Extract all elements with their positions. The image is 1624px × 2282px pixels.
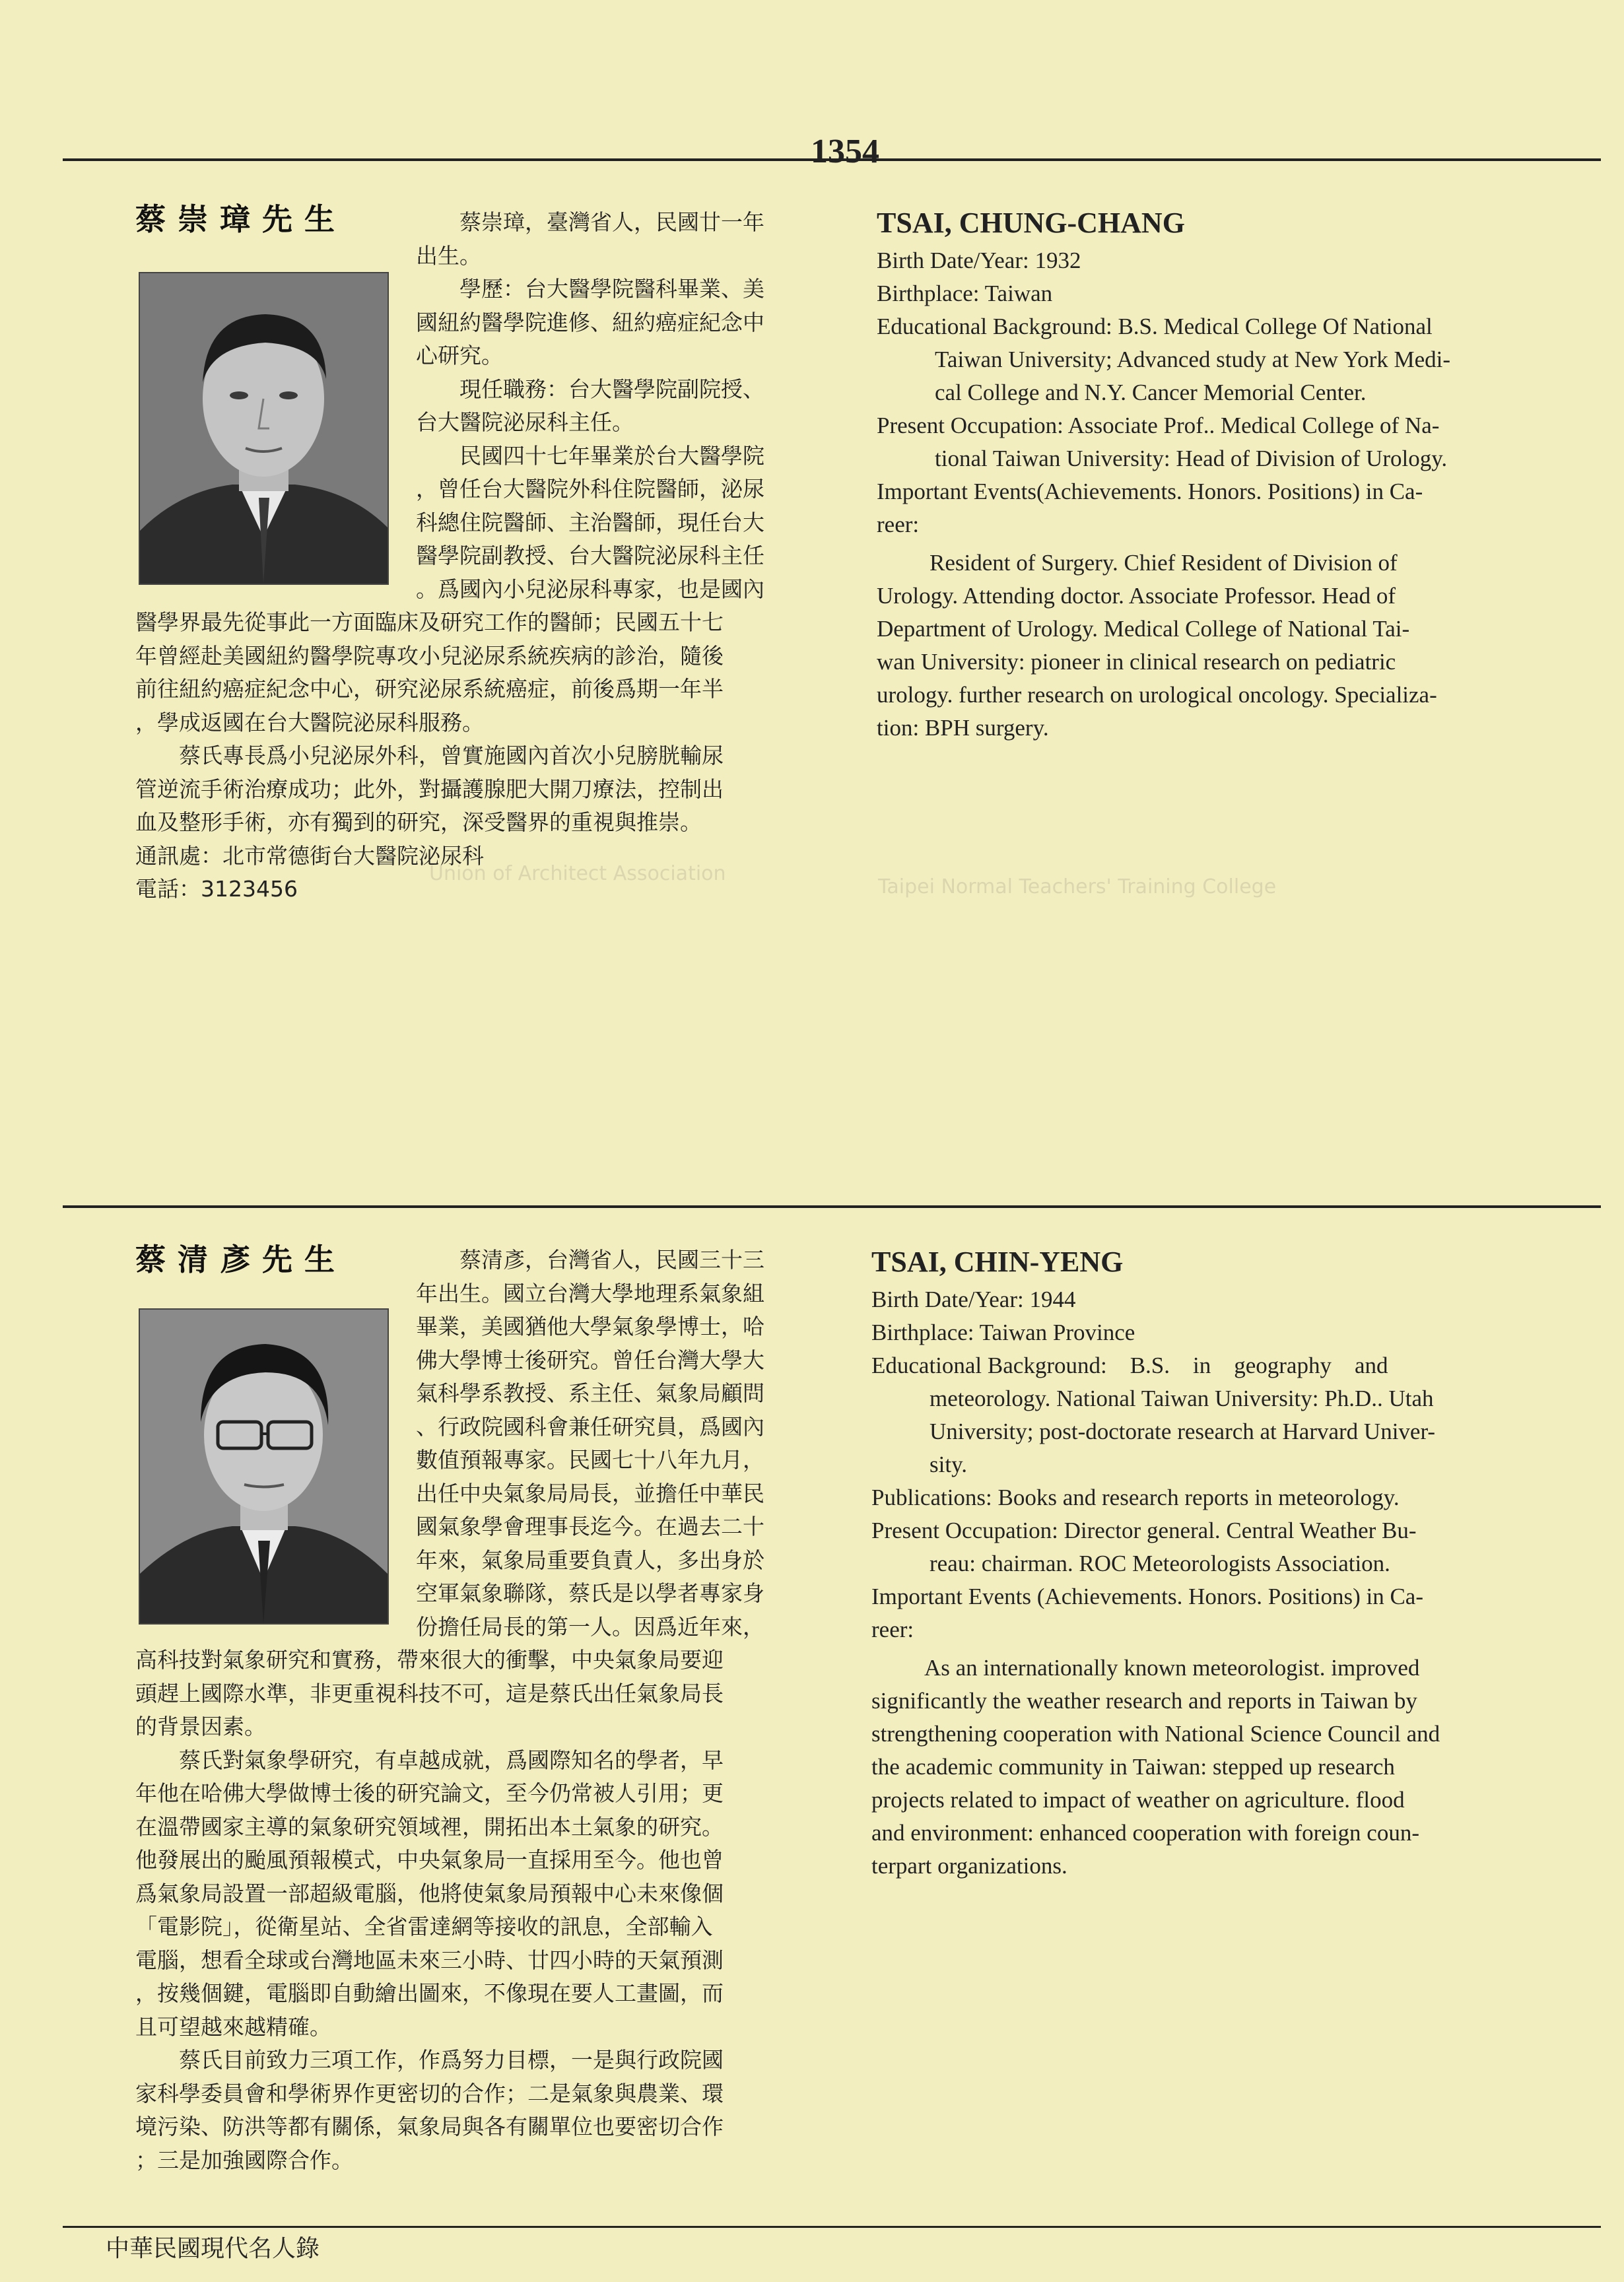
entry-name-chinese: 蔡崇璋先生 [135, 201, 347, 237]
bio-line: 蔡氏對氣象學研究，有卓越成就，爲國際知名的學者，早 [179, 1747, 724, 1773]
bio-line: significantly the weather research and reports in Taiwan by [871, 1688, 1417, 1714]
bio-line: tion: BPH surgery. [877, 715, 1049, 741]
education-en [877, 310, 1557, 409]
bio-line: 高科技對氣象研究和實務，帶來很大的衝擊，中央氣象局要迎 [135, 1647, 724, 1673]
bio-line: Educational Background: B.S. Medical College Of National [877, 314, 1433, 339]
bio-line: Department of Urology. Medical College of National Tai- [877, 616, 1410, 642]
bio-line: Taiwan University; Advanced study at New York Medi- [935, 347, 1451, 372]
bio-line: 「電影院」，從衛星站、全省雷達網等接收的訊息，全部輸入 [135, 1914, 713, 1939]
bio-line: the academic community in Taiwan: stepped up research [871, 1754, 1395, 1780]
portrait-image [140, 273, 388, 584]
events-heading-en [877, 475, 1557, 541]
page-number: 1354 [811, 133, 879, 170]
events-body-en [871, 1652, 1545, 1883]
bio-line: 國氣象學會理事長迄今。在過去二十 [416, 1514, 764, 1539]
bio-line: sity. [930, 1452, 968, 1477]
bio-line: reer: [877, 512, 920, 537]
occupation-en [877, 409, 1557, 475]
bottom-rule [63, 2226, 1601, 2228]
bio-line: ，按幾個鍵，電腦即自動繪出圖來，不像現在要人工畫圖，而 [135, 1980, 724, 2006]
bio-line: 電腦，想看全球或台灣地區未來三小時、廿四小時的天氣預測 [135, 1947, 724, 1973]
bio-line: 年出生。國立台灣大學地理系氣象組 [416, 1280, 764, 1306]
bio-english [871, 1244, 1545, 1883]
bio-line: 空軍氣象聯隊，蔡氏是以學者專家身 [416, 1580, 764, 1606]
bio-chinese-full-width [135, 606, 724, 906]
bio-line: meteorology. National Taiwan University: Ph.D.. Utah [930, 1386, 1434, 1411]
bio-line: As an internationally known meteorologist. improved [924, 1655, 1420, 1681]
bio-line: ；三是加強國際合作。 [135, 2147, 353, 2173]
birth-date: Birth Date/Year: 1944 [871, 1287, 1076, 1312]
bio-line: 民國四十七年畢業於台大醫學院 [459, 442, 764, 469]
bio-line: 家科學委員會和學術界作更密切的合作；二是氣象與農業、環 [135, 2080, 724, 2106]
bio-line: 蔡崇璋，臺灣省人，民國廿一年 [459, 209, 764, 235]
birthplace: Birthplace: Taiwan Province [871, 1320, 1135, 1345]
bio-line: 蔡氏目前致力三項工作，作爲努力目標，一是與行政院國 [179, 2047, 724, 2073]
bio-line: 且可望越來越精確。 [135, 2013, 331, 2040]
middle-rule [63, 1205, 1601, 1208]
bio-chinese [416, 1244, 764, 1644]
events-heading-en [871, 1580, 1545, 1646]
bio-line: 畢業，美國猶他大學氣象學博士，哈 [416, 1314, 764, 1339]
bio-line: 爲氣象局設置一部超級電腦，他將使氣象局預報中心未來像個 [135, 1880, 724, 1906]
bio-line: 、行政院國科會兼任研究員，爲國內 [416, 1413, 764, 1440]
contact-address: 通訊處：北市常德街台大醫院泌尿科 [135, 842, 484, 869]
bio-line: strengthening cooperation with National Science Council and [871, 1721, 1440, 1747]
bio-line: Resident of Surgery. Chief Resident of Division of [930, 550, 1398, 576]
bio-line: Present Occupation: Associate Prof.. Medical College of Na- [877, 413, 1440, 438]
bio-line: 在溫帶國家主導的氣象研究領域裡，開拓出本土氣象的研究。 [135, 1813, 724, 1840]
bleed-through-text: Taipei Normal Teachers' Training College [878, 875, 1277, 898]
entry-name-english: TSAI, CHUNG-CHANG [877, 207, 1185, 239]
birth-date: Birth Date/Year: 1932 [877, 248, 1081, 273]
education-en [871, 1349, 1545, 1481]
bio-line: 國紐約醫學院進修、紐約癌症紀念中 [416, 309, 764, 335]
bio-line: Important Events(Achievements. Honors. Positions) in Ca- [877, 479, 1423, 504]
bio-line: 現任職務：台大醫學院副院授、 [459, 376, 764, 402]
entry-name-chinese: 蔡清彥先生 [135, 1242, 347, 1277]
bio-english [877, 205, 1557, 745]
bio-line: Urology. Attending doctor. Associate Professor. Head of [877, 583, 1396, 609]
book-title-footer: 中華民國現代名人錄 [106, 2235, 320, 2262]
bio-line: reau: chairman. ROC Meteorologists Association. [930, 1551, 1390, 1576]
bio-line: cal College and N.Y. Cancer Memorial Center. [935, 380, 1367, 405]
bio-line: 年曾經赴美國紐約醫學院專攻小兒泌尿系統疾病的診治，隨後 [135, 642, 724, 669]
publications-en: Publications: Books and research reports in meteorology. [871, 1485, 1400, 1510]
bio-line: 數值預報專家。民國七十八年九月， [416, 1447, 764, 1473]
bio-line: 出生。 [416, 242, 481, 269]
entry-name-english: TSAI, CHIN-YENG [871, 1246, 1124, 1278]
bio-line: 科總住院醫師、主治醫師，現任台大 [416, 509, 764, 535]
bio-line: 份擔任局長的第一人。因爲近年來， [416, 1613, 764, 1640]
bio-line: 管逆流手術治療成功；此外，對攝護腺肥大開刀療法，控制出 [135, 776, 724, 802]
bio-line: Educational Background: B.S. in geography and [871, 1353, 1388, 1378]
occupation-en [871, 1514, 1545, 1580]
bio-line: 前往紐約癌症紀念中心，研究泌尿系統癌症，前後爲期一年半 [135, 676, 724, 702]
portrait-image [140, 1310, 388, 1623]
bio-line: 他發展出的颱風預報模式，中央氣象局一直採用至今。他也曾 [135, 1847, 724, 1873]
portrait-photo [139, 272, 389, 585]
contact-phone: 電話：3123456 [135, 876, 298, 902]
bio-line: 頭趕上國際水準，非更重視科技不可，這是蔡氏出任氣象局長 [135, 1680, 724, 1706]
bio-chinese-full-width [135, 1644, 724, 2177]
bio-line: wan University: pioneer in clinical research on pediatric [877, 649, 1396, 675]
bio-line: 的背景因素。 [135, 1714, 266, 1739]
bio-line: 醫學界最先從事此一方面臨床及研究工作的醫師；民國五十七 [135, 609, 724, 635]
bio-line: University; post-doctorate research at Harvard Univer- [930, 1419, 1436, 1444]
bio-line: 年來，氣象局重要負責人，多出身於 [416, 1547, 764, 1573]
bio-line: Present Occupation: Director general. Central Weather Bu- [871, 1518, 1417, 1543]
bio-line: 。爲國內小兒泌尿科專家，也是國內 [416, 576, 764, 602]
bio-line: reer: [871, 1617, 914, 1642]
bio-line: 血及整形手術，亦有獨到的研究，深受醫界的重視與推崇。 [135, 809, 702, 835]
bio-line: 境污染、防洪等都有關係，氣象局與各有關單位也要密切合作 [135, 2114, 724, 2139]
bio-line: 佛大學博士後研究。曾任台灣大學大 [416, 1347, 764, 1373]
bio-line: and environment: enhanced cooperation with foreign coun- [871, 1820, 1419, 1846]
bio-line: 氣科學系教授、系主任、氣象局顧問 [416, 1380, 764, 1406]
bio-line: 蔡氏專長爲小兒泌尿外科，曾實施國內首次小兒膀胱輸尿 [179, 743, 724, 768]
portrait-photo [139, 1308, 389, 1625]
bio-line: urology. further research on urological oncology. Specializa- [877, 682, 1437, 708]
bio-line: tional Taiwan University: Head of Division of Urology. [935, 446, 1448, 471]
bio-chinese [416, 206, 764, 606]
bio-line: 心研究。 [416, 343, 503, 368]
bleed-through-text: Union of Architect Association [429, 862, 726, 885]
birthplace: Birthplace: Taiwan [877, 281, 1053, 306]
bio-line: terpart organizations. [871, 1853, 1067, 1879]
bio-line: ，曾任台大醫院外科住院醫師，泌尿 [416, 476, 764, 502]
bio-line: 學歷：台大醫學院醫科畢業、美 [459, 276, 764, 302]
bio-line: 蔡清彥，台灣省人，民國三十三 [459, 1247, 764, 1273]
bio-line: projects related to impact of weather on agriculture. flood [871, 1787, 1405, 1813]
bio-line: 台大醫院泌尿科主任。 [416, 409, 634, 435]
bio-line: 出任中央氣象局局長，並擔任中華民 [416, 1480, 764, 1506]
bio-line: 醫學院副教授、台大醫院泌尿科主任 [416, 543, 764, 568]
bio-line: ，學成返國在台大醫院泌尿科服務。 [135, 709, 484, 735]
events-body-en [877, 547, 1557, 745]
bio-line: Important Events (Achievements. Honors. Positions) in Ca- [871, 1584, 1423, 1609]
bio-line: 年他在哈佛大學做博士後的研究論文，至今仍常被人引用；更 [135, 1780, 724, 1806]
